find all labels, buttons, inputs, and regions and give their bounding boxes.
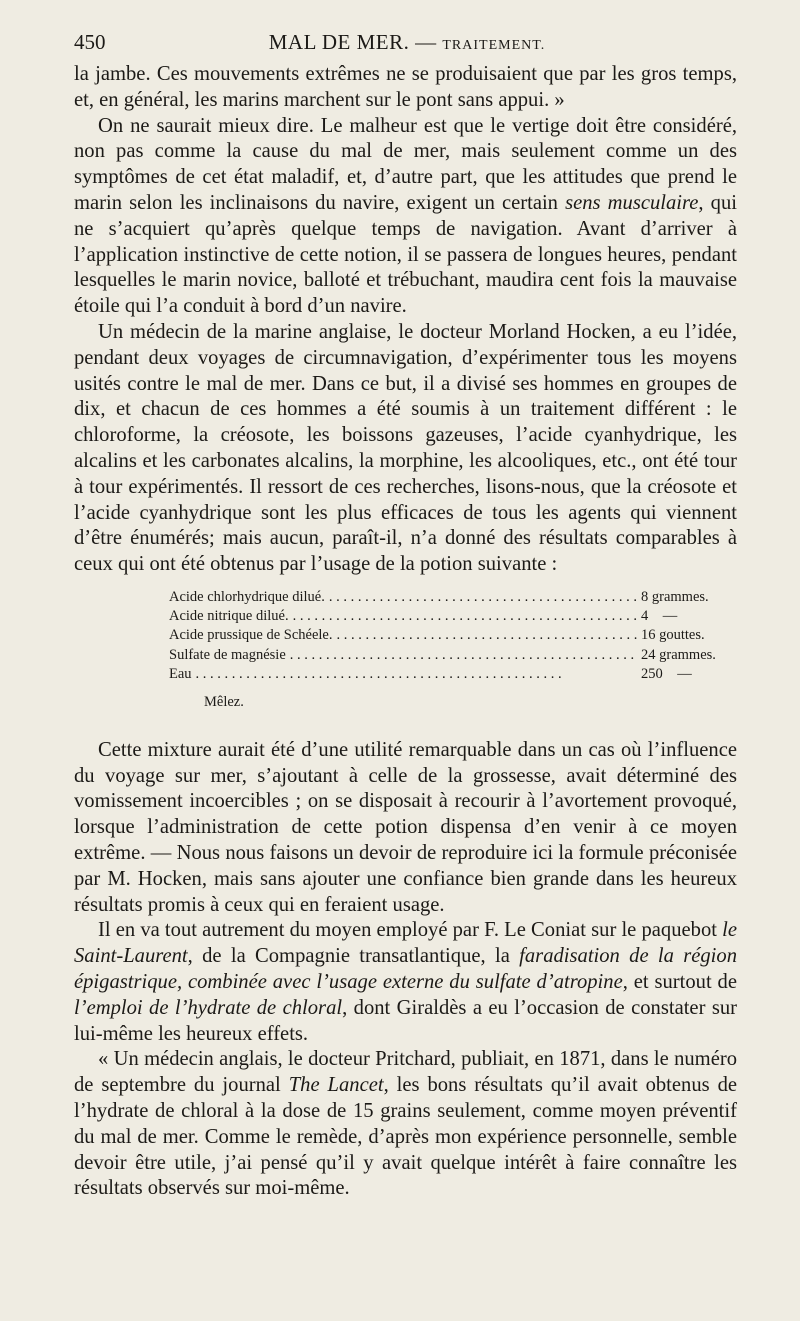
paragraph-5-text-b: , de la Compagnie transatlantique, la <box>187 945 510 968</box>
formula-quantity: 4 — <box>641 608 678 625</box>
paragraph-2-italic: sens musculaire <box>565 191 699 214</box>
paragraph-5-text-d: , dont Giraldès a eu l’occasion de constater sur lui-même les heureux effets. <box>74 996 738 1045</box>
leader-dots <box>329 588 637 607</box>
page-body <box>74 62 737 1202</box>
page-number: 450 <box>74 30 106 54</box>
paragraph-2 <box>74 114 737 320</box>
running-title-section: TRAITEMENT. <box>442 38 546 53</box>
paragraph-4: Cette mixture aurait été d’une utilité remarquable dans un cas où l’influence du voyage sur mer, s’ajoutant à celle de la grossesse, avait déterminé des vomissement incoercibles ; on se disposait à recourir à l’avortement provoqué, lorsque l’administration de cette potion dispensa d’en venir à ce moyen extrême. — Nous nous faisons un devoir de reproduire ici la formule préconisée par M. Hocken, mais sans ajouter une confiance bien grande dans les heureux résultats promis à ceux qui en feraient usage. <box>74 738 737 916</box>
formula-quantity: 250 — <box>641 665 692 682</box>
running-title-main: MAL DE MER. — <box>268 30 437 54</box>
leader-dots <box>336 626 637 645</box>
leader-dots <box>290 646 637 665</box>
formula-row <box>169 588 729 607</box>
paragraph-5-text-a: Il en va tout autrement du moyen employé par F. Le Coniat sur le paquebot <box>98 919 717 942</box>
formula-quantity: 8 grammes. <box>641 588 709 605</box>
formula-ingredient: Eau <box>169 665 192 682</box>
paragraph-2-text-a: On ne saurait mieux dire. Le malheur est que le vertige doit être considéré, non pas comme la cause du mal de mer, mais seulement comme un des symptômes de cet état maladif, et, d’autre part, que les attitudes que prend le marin selon les inclinaisons du navire, exigent un certain <box>74 114 737 214</box>
paragraph-5-italic-chloral: l’emploi de l’hydrate de chloral <box>74 996 343 1019</box>
leader-dots <box>196 665 637 684</box>
running-title <box>74 30 740 55</box>
paragraph-3: Un médecin de la marine anglaise, le docteur Morland Hocken, a eu l’idée, pendant deux voyages de circumnavigation, d’expérimenter tous les moyens usités contre le mal de mer. Dans ce but, il a divisé ses hommes en groupes de dix, et chacun de ces hommes a été soumis à un traitement différent : le chloroforme, la créosote, les boissons gazeuses, l’acide cyanhydrique, les alcalins et les carbonates alcalins, la morphine, les alcooliques, etc., ont été tour à tour expérimentés. Il ressort de ces recherches, lisons-nous, que la créosote et l’acide cyanhydrique sont les plus efficaces de tous les agents qui viennent d’être énumérés; mais aucun, paraît-il, n’a donné des résultats comparables à ceux qui ont été obtenus par l’usage de la potion suivante : <box>74 320 737 576</box>
formula-instruction: Mêlez. <box>204 693 244 710</box>
leader-dots <box>293 607 637 626</box>
running-header <box>74 30 740 60</box>
formula-ingredient: Acide chlorhydrique dilué. <box>169 588 325 605</box>
paragraph-6 <box>74 1047 737 1202</box>
formula-row <box>169 646 729 665</box>
formula-ingredient: Sulfate de magnésie <box>169 646 286 663</box>
paragraph-5-text-c: , et surtout de <box>622 970 737 993</box>
paragraph-2-text-b: , qui ne s’acquiert qu’après quelque temps de navigation. Avant d’arriver à l’application instinctive de cette notion, il se passera de longues heures, pendant lesquelles le marin novice, balloté et trébuchant, maudira cent fois la mauvaise étoile qui l’a conduit à bord d’un navire. <box>74 191 737 318</box>
paragraph-6-text-a: « Un médecin anglais, le docteur Pritchard, publiait, en 1871, dans le numéro de septembre du journal <box>74 1048 737 1097</box>
formula-ingredient: Acide nitrique dilué. <box>169 608 289 625</box>
formula-row <box>169 607 729 626</box>
paragraph-5-italic-ship: le Saint-Laurent <box>74 919 737 968</box>
paragraph-5 <box>74 918 737 1047</box>
formula-quantity: 16 gouttes. <box>641 627 705 644</box>
formula-row <box>169 626 729 645</box>
paragraph-6-italic-journal: The Lancet <box>288 1074 384 1097</box>
paragraph-1: la jambe. Ces mouvements extrêmes ne se produisaient que par les gros temps, et, en général, les marins marchent sur le pont sans appui. » <box>74 63 737 111</box>
formula-table <box>169 588 729 684</box>
formula-quantity: 24 grammes. <box>641 646 716 663</box>
formula-row <box>169 665 729 684</box>
paragraph-5-italic-treatment: faradisation de la région épigastrique, combinée avec l’usage externe du sulfate d’atropine <box>74 945 737 993</box>
paragraph-6-text-b: , les bons résultats qu’il avait obtenus de l’hydrate de chloral à la dose de 15 grains seulement, comme moyen préventif du mal de mer. Comme le remède, d’après mon expérience personnelle, semble devoir être utile, j’ai pensé qu’il y avait quelque intérêt à faire connaître les résultats observés sur moi-même. <box>74 1074 738 1200</box>
formula-ingredient: Acide prussique de Schéele. <box>169 627 333 644</box>
